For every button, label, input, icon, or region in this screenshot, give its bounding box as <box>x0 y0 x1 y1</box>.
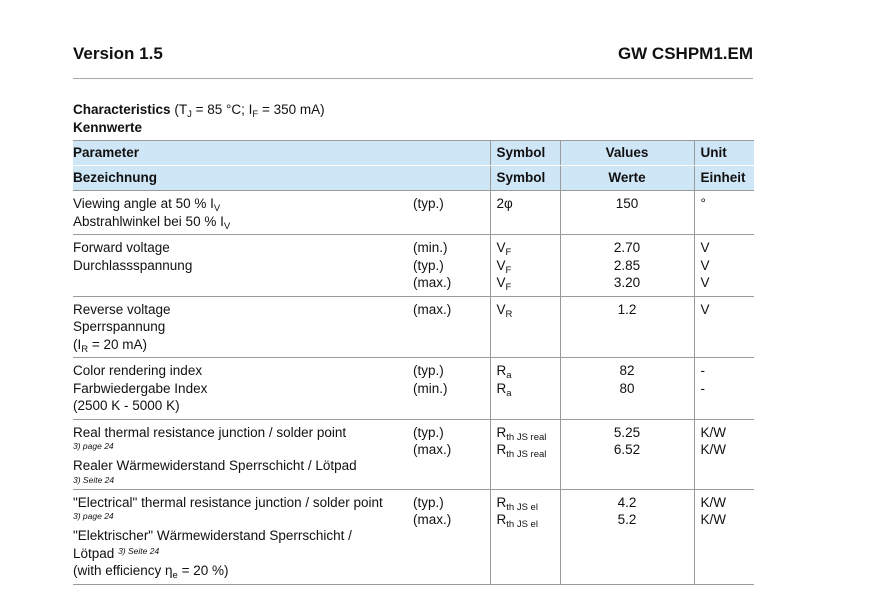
param-english: Viewing angle at 50 % $I_V$ <box>73 196 221 214</box>
condition-cell: (typ.) (min.) <box>413 358 490 420</box>
param-german: Realer Wärmewiderstand Sperrschicht / Lötpad <box>73 458 357 473</box>
param-condition: (2500 K - 5000 K) <box>73 398 180 413</box>
condition-cell: (typ.) (max.) <box>413 419 490 489</box>
param-german: Sperrspannung <box>73 319 166 334</box>
table-row <box>73 419 754 489</box>
header-symbol-de: Symbol <box>490 166 560 191</box>
condition-cell: (typ.) (max.) <box>413 489 490 584</box>
param-english: Real thermal resistance junction / solder point <box>73 424 347 440</box>
unit-cell: V V V <box>694 235 754 297</box>
condition-cell: (typ.) <box>413 191 490 235</box>
header-parameter: Parameter <box>73 141 490 166</box>
footnote-ref: 3) Seite 24 <box>73 474 115 485</box>
value-cell: 4.2 5.2 <box>560 489 694 584</box>
header-symbol: Symbol <box>490 141 560 166</box>
document-version: Version 1.5 <box>73 44 163 63</box>
product-code: GW CSHPM1.EM <box>617 44 753 63</box>
symbol-cell: $V_R$ <box>490 296 560 358</box>
value-cell: 150 <box>560 191 694 235</box>
condition-cell: (min.) (typ.) (max.) <box>413 235 490 297</box>
unit-cell: V <box>694 296 754 358</box>
unit-cell: ° <box>694 191 754 235</box>
header-einheit: Einheit <box>694 166 754 191</box>
value-cell: 82 80 <box>560 358 694 420</box>
value-cell: 1.2 <box>560 296 694 358</box>
table-header-row <box>73 141 754 166</box>
param-german: "Elektrischer" Wärmewiderstand Sperrschicht / <box>73 528 352 543</box>
param-condition: (with efficiency $\eta_e = 20$ %) <box>73 563 229 581</box>
condition-cell: (max.) <box>413 296 490 358</box>
header-values: Values <box>560 141 694 166</box>
symbol-cell: $R_a$ $R_a$ <box>490 358 560 420</box>
section-subtitle: Kennwerte <box>73 120 143 135</box>
parameter-cell <box>73 235 413 297</box>
header-unit: Unit <box>694 141 754 166</box>
table-row <box>73 296 754 358</box>
page-header <box>73 44 753 66</box>
symbol-cell: 2φ <box>490 191 560 235</box>
symbol-cell: $R_{th JS real}$ $R_{th JS real}$ <box>490 419 560 489</box>
param-german: Durchlassspannung <box>73 257 193 273</box>
unit-cell: K/W K/W <box>694 419 754 489</box>
header-bezeichnung: Bezeichnung <box>73 166 490 191</box>
value-cell: 5.25 6.52 <box>560 419 694 489</box>
param-german-cont: Lötpad $^{3) Seite 24}$ <box>73 545 160 561</box>
footnote-ref: 3) page 24 <box>73 511 114 521</box>
characteristics-table <box>73 140 754 585</box>
header-divider <box>73 78 753 79</box>
param-english: Forward voltage <box>73 240 170 255</box>
table-row <box>73 235 754 297</box>
parameter-cell <box>73 489 413 584</box>
table-row <box>73 191 754 235</box>
param-german: Abstrahlwinkel bei 50 % $I_V$ <box>73 213 231 232</box>
table-row <box>73 358 754 420</box>
footnote-ref: 3) page 24 <box>73 441 114 451</box>
footnote-ref: 3) Seite 24 <box>118 545 160 556</box>
unit-cell: K/W K/W <box>694 489 754 584</box>
parameter-cell <box>73 191 413 235</box>
unit-cell: - - <box>694 358 754 420</box>
table-row <box>73 489 754 584</box>
symbol-cell: $V_F$ $V_F$ $V_F$ <box>490 235 560 297</box>
param-english: Color rendering index <box>73 363 203 378</box>
param-condition: ($I_R = 20$ mA) <box>73 336 148 355</box>
table-header-row-german <box>73 166 754 191</box>
header-werte: Werte <box>560 166 694 191</box>
section-conditions: ($T_J = 85$ °C; $I_F = 350$ mA) <box>174 102 325 120</box>
section-title-text: Characteristics <box>73 102 171 117</box>
parameter-cell <box>73 419 413 489</box>
param-german: Farbwiedergabe Index <box>73 380 208 396</box>
symbol-cell: $R_{th JS el}$ $R_{th JS el}$ <box>490 489 560 584</box>
parameter-cell <box>73 296 413 358</box>
parameter-cell <box>73 358 413 420</box>
value-cell: 2.70 2.85 3.20 <box>560 235 694 297</box>
section-title <box>73 102 325 120</box>
param-english: Reverse voltage <box>73 301 171 317</box>
param-english: "Electrical" thermal resistance junction / solder point <box>73 494 383 510</box>
